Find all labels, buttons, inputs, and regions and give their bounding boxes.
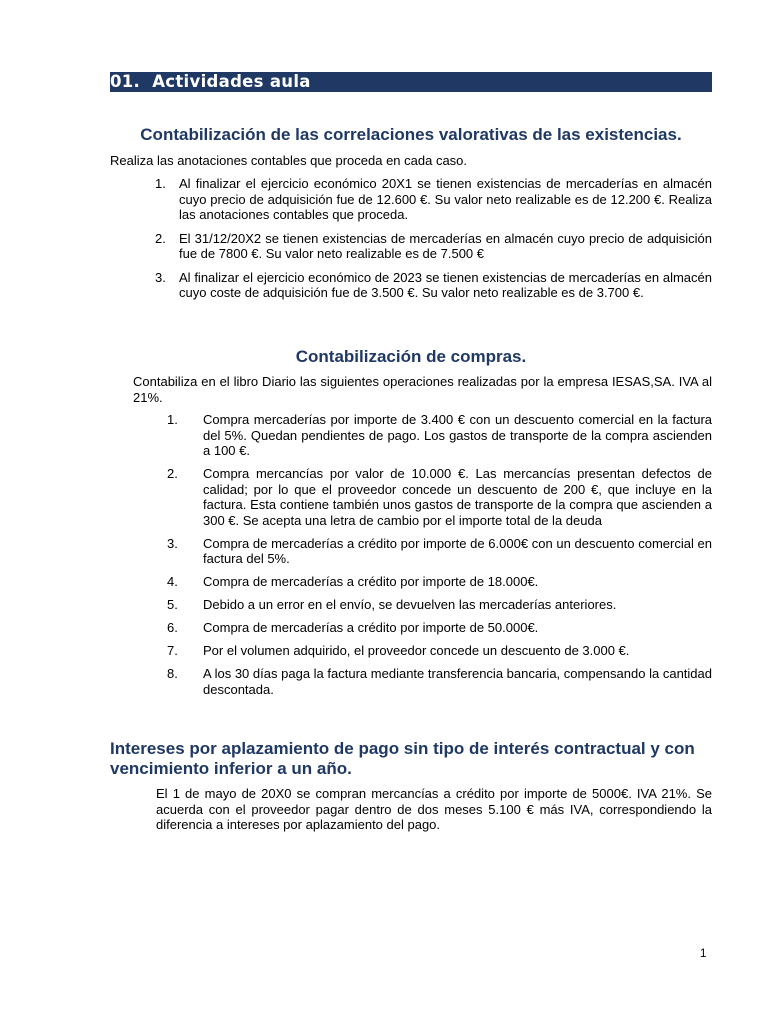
list-item-text: El 31/12/20X2 se tienen existencias de mercaderías en almacén cuyo precio de adquisición fue de 7800 €. Su valor neto realizable es de 7.500 €	[179, 230, 712, 261]
list-item-text: Al finalizar el ejercicio económico de 2023 se tienen existencias de mercaderías en almacén cuyo coste de adquisición fue de 3.500 €. Su valor neto realizable es de 3.700 €.	[179, 269, 712, 300]
section2-intro: Contabiliza en el libro Diario las siguientes operaciones realizadas por la empresa IESAS,SA. IVA al 21%.	[133, 374, 712, 405]
section2-list	[167, 412, 712, 705]
page-number: 1	[700, 948, 707, 960]
list-item	[155, 176, 712, 223]
list-item	[167, 466, 712, 528]
list-item	[167, 535, 712, 567]
list-item-number: 6.	[167, 620, 178, 635]
list-item-text: Al finalizar el ejercicio económico 20X1 se tienen existencias de mercaderías en almacén cuyo precio de adquisición fue de 12.600 €. Su valor neto realizable es de 12.200 €. Realiza las anotaciones contables que proceda.	[179, 176, 712, 222]
list-item-text: Compra mercaderías por importe de 3.400 € con un descuento comercial en la factura del 5%. Quedan pendientes de pago. Los gastos de transporte de la compra ascienden a 100 €.	[203, 412, 712, 458]
section1-title: Contabilización de las correlaciones valorativas de las existencias.	[140, 125, 682, 144]
list-item	[167, 574, 712, 590]
list-item	[155, 269, 712, 301]
section1-list	[155, 176, 712, 309]
list-item	[155, 230, 712, 262]
list-item	[167, 643, 712, 659]
list-item	[167, 597, 712, 613]
list-item-number: 7.	[167, 643, 178, 658]
list-item	[167, 412, 712, 459]
section3-text: El 1 de mayo de 20X0 se compran mercancías a crédito por importe de 5000€. IVA 21%. Se acuerda con el proveedor pagar dentro de dos meses 5.100 € más IVA, correspondiendo la diferencia a intereses por aplazamiento del pago.	[156, 786, 712, 832]
list-item-number: 3.	[155, 269, 166, 285]
list-item-number: 4.	[167, 574, 178, 589]
list-item-number: 5.	[167, 597, 178, 612]
section1-intro: Realiza las anotaciones contables que proceda en cada caso.	[110, 153, 468, 168]
list-item-text: A los 30 días paga la factura mediante transferencia bancaria, compensando la cantidad descontada.	[203, 666, 712, 697]
list-item-number: 3.	[167, 535, 178, 551]
list-item	[167, 620, 712, 636]
list-item-number: 1.	[155, 176, 166, 191]
section3-title: Intereses por aplazamiento de pago sin tipo de interés contractual y con vencimiento inferior a un año.	[110, 739, 695, 778]
list-item-number: 8.	[167, 666, 178, 681]
list-item-number: 2.	[155, 230, 166, 246]
list-item	[167, 666, 712, 697]
section-banner: 01. Actividades aula	[110, 72, 712, 92]
section2-title: Contabilización de compras.	[295, 347, 527, 366]
list-item-number: 2.	[167, 466, 178, 481]
list-item-text: Compra de mercaderías a crédito por importe de 50.000€.	[203, 620, 539, 635]
list-item-text: Por el volumen adquirido, el proveedor concede un descuento de 3.000 €.	[203, 643, 630, 658]
list-item-text: Compra de mercaderías a crédito por importe de 18.000€.	[203, 574, 539, 589]
list-item-text: Debido a un error en el envío, se devuelven las mercaderías anteriores.	[203, 597, 617, 612]
list-item-number: 1.	[167, 412, 178, 427]
list-item-text: Compra de mercaderías a crédito por importe de 6.000€ con un descuento comercial en factura del 5%.	[203, 535, 712, 566]
list-item-text: Compra mercancías por valor de 10.000 €. Las mercancías presentan defectos de calidad; por lo que el proveedor concede un descuento de 200 €, que incluye en la factura. Esta contiene también unos gastos de transporte de la compra que ascienden a 300 €. Se acepta una letra de cambio por el importe total de la deuda	[203, 466, 712, 528]
